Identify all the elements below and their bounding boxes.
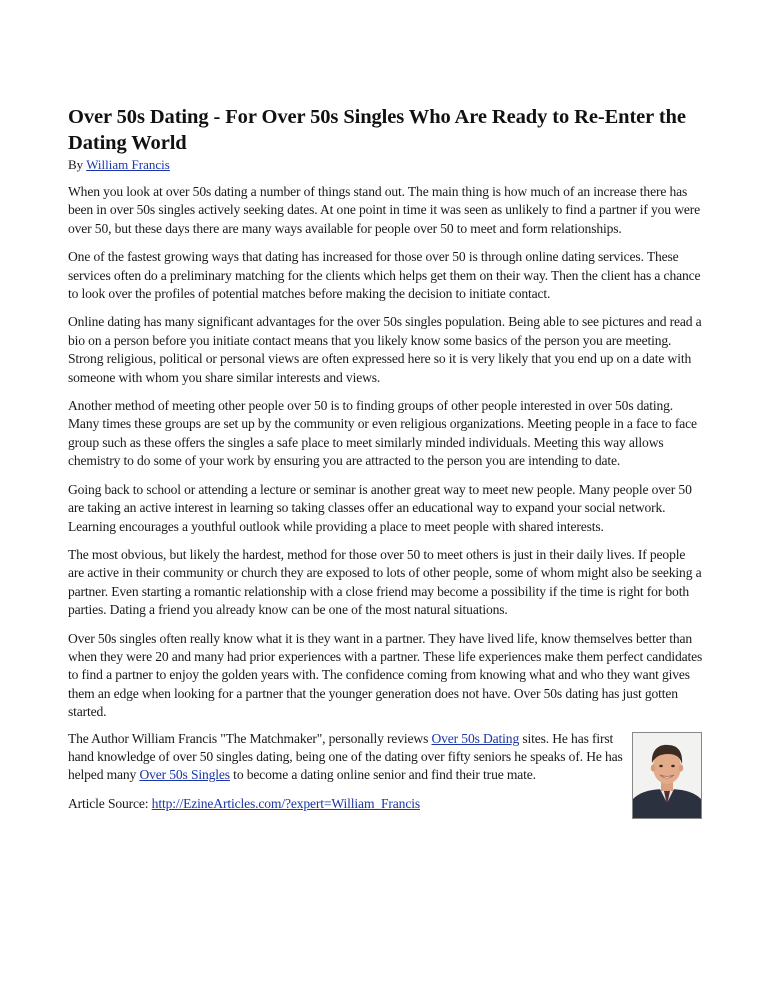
article-title: Over 50s Dating - For Over 50s Singles Who Are Ready to Re-Enter the Dating World bbox=[68, 106, 686, 154]
paragraph-6: The most obvious, but likely the hardest, method for those over 50 to meet others is just in their daily lives. If people are active in their community or church they are exposed to lots of other people, some of whom might also be seeking a partner. Even starting a romantic relationship with a close friend may become a possibility if the time is right for both parties. Dating a friend you already know can be one of the most natural situations. bbox=[68, 546, 702, 618]
over-50s-singles-link[interactable]: Over 50s Singles bbox=[139, 767, 230, 783]
byline bbox=[68, 157, 704, 173]
author-box bbox=[68, 730, 704, 785]
author-bio-text bbox=[68, 730, 624, 785]
paragraph-1: When you look at over 50s dating a number of things stand out. The main thing is how much of an increase there has been in over 50s singles actively seeking dates. At one point in time it was seen as unlikely to find a partner if you were over 50, but these days there are many ways available for people over 50 to meet and form relationships. bbox=[68, 184, 700, 236]
author-portrait-icon bbox=[633, 733, 701, 818]
bio-text-2: sites. He has first hand knowledge of over 50 singles dating, being one of the dating over fifty seniors he speaks of. He has helped many bbox=[68, 730, 623, 783]
paragraph-7: Over 50s singles often really know what it is they want in a partner. They have lived life, know themselves better than when they were 20 and many had prior experiences with a partner. These life experiences make them perfect candidates to find a partner to enjoy the golden years with. The confidence coming from knowing what and who they want gives them an edge when looking for a partner that the younger generation does not have. Over 50s dating has just gotten started. bbox=[68, 630, 703, 720]
author-photo bbox=[632, 732, 702, 819]
paragraph-2: One of the fastest growing ways that dating has increased for those over 50 is through online dating services. These services often do a preliminary matching for the clients which helps get them on their way. Then the client has a chance to look over the profiles of potential matches before making the decision to initiate contact. bbox=[68, 249, 701, 302]
bio-text-3: to become a dating online senior and find their true mate. bbox=[229, 767, 536, 783]
author-bio bbox=[68, 730, 624, 785]
article-source bbox=[68, 795, 704, 813]
source-url-link[interactable]: http://EzineArticles.com/?expert=William_Francis bbox=[151, 795, 420, 811]
bio-text-1: The Author William Francis "The Matchmaker", personally reviews bbox=[68, 730, 432, 746]
article bbox=[68, 104, 704, 813]
paragraph-3: Online dating has many significant advantages for the over 50s singles population. Being able to see pictures and read a bio on a person before you initiate contact means that you likely know some basics of the person you are meeting. Strong religious, political or personal views are often expressed here so it is very likely that you end up on a date with someone with whom you share similar interests and views. bbox=[68, 314, 702, 385]
source-label: Article Source: bbox=[68, 795, 152, 811]
byline-prefix: By bbox=[68, 157, 87, 172]
paragraph-5: Going back to school or attending a lecture or seminar is another great way to meet new people. Many people over 50 are taking an active interest in learning so taking classes offer an educational way to expand your social network. Learning encourages a youthful outlook while providing a place to meet people with shared interests. bbox=[68, 481, 692, 534]
over-50s-dating-link[interactable]: Over 50s Dating bbox=[431, 730, 520, 746]
paragraph-4: Another method of meeting other people over 50 is to finding groups of other people interested in over 50s dating. Many times these groups are set up by the community or even religious organizations. Meeting people in a face to face group such as these offers the singles a safe place to meet similarly minded individuals. Meeting this way allows chemistry to do some of your work by ensuring you are attracted to the person you are intending to date. bbox=[68, 398, 697, 469]
author-link[interactable]: William Francis bbox=[86, 157, 170, 172]
